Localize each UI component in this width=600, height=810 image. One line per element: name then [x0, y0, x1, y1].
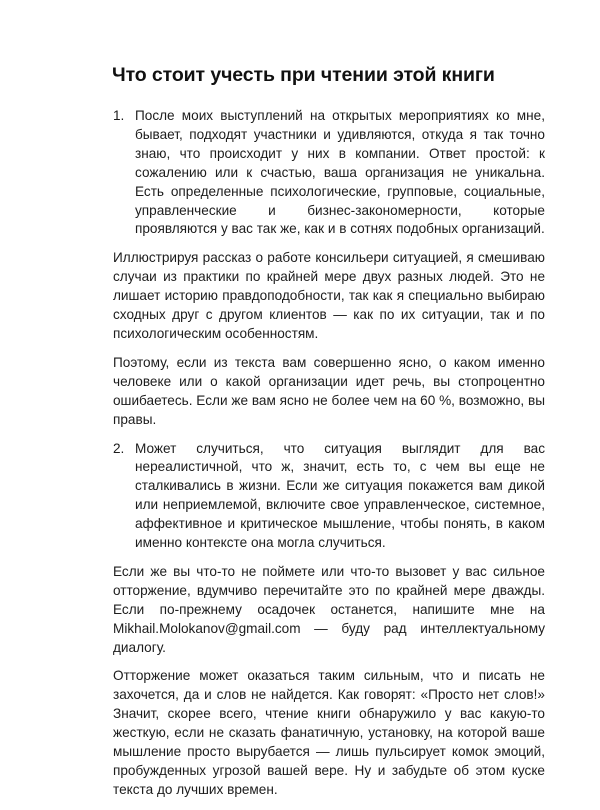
paragraph-feedback: Если же вы что-то не поймете или что-то вызовет у вас сильное отторжение, вдумчиво перечитайте это по крайней мере дважды. Если по-прежнему осадочек останется, напишите мне на Mikhail.Molokanov@gmail.com — буду рад интеллектуальному диалогу.: [113, 563, 545, 655]
item-number: 2.: [113, 440, 125, 456]
page-body: [113, 107, 545, 810]
item-number: 1.: [113, 108, 125, 123]
paragraph-recognition: Поэтому, если из текста вам совершенно ясно, о каком именно человеке или о какой организации идет речь, вы стопроцентно ошибаетесь. Если же вам ясно не более чем на 60 %, возможно, вы правы.: [113, 354, 545, 427]
numbered-item-1: [113, 107, 545, 239]
paragraph-rejection: Отторжение может оказаться таким сильным, что и писать не захочется, да и слов не найдется. Как говорят: «Просто нет слов!» Значит, скорее всего, чтение книги обнаружило у вас какую-то жесткую, если не сказать фанатичную, установку, на которой ваше мышление просто вырубается — лишь пульсирует комок эмоций, пробужденных угрозой вашей вере. Ну и забудьте об этом куске текста до лучших времен.: [113, 668, 545, 797]
item-text: Может случиться, что ситуация выглядит для вас нереалистичной, что ж, значит, есть то, с чем вы еще не сталкивались в жизни. Если же ситуация покажется вам дикой или неприемлемой, включите свое управленческое, системное, аффективное и критическое мышление, чтобы понять, в каком именно контексте она могла случиться.: [135, 440, 545, 551]
numbered-item-2: [113, 440, 545, 553]
section-heading: Что стоит учесть при чтении этой книги: [112, 64, 495, 86]
paragraph-illustration: Иллюстрируя рассказ о работе консильери ситуацией, я смешиваю случаи из практики по крайней мере двух разных людей. Это не лишает историю правдоподобности, так как я специально выбираю сходных друг с другом клиентов — как по их ситуации, так и по психологическим особенностям.: [113, 250, 545, 341]
item-text: После моих выступлений на открытых мероприятиях ко мне, бывает, подходят участники и удивляются, откуда я так точно знаю, что происходит у них в компании. Ответ простой: к сожалению или к счастью, ваша организация не уникальна. Есть определенные психологические, групповые, социальные, управленческие и бизнес-закономерности, которые проявляются у вас так же, как и в сотнях подобных организаций.: [135, 108, 545, 237]
